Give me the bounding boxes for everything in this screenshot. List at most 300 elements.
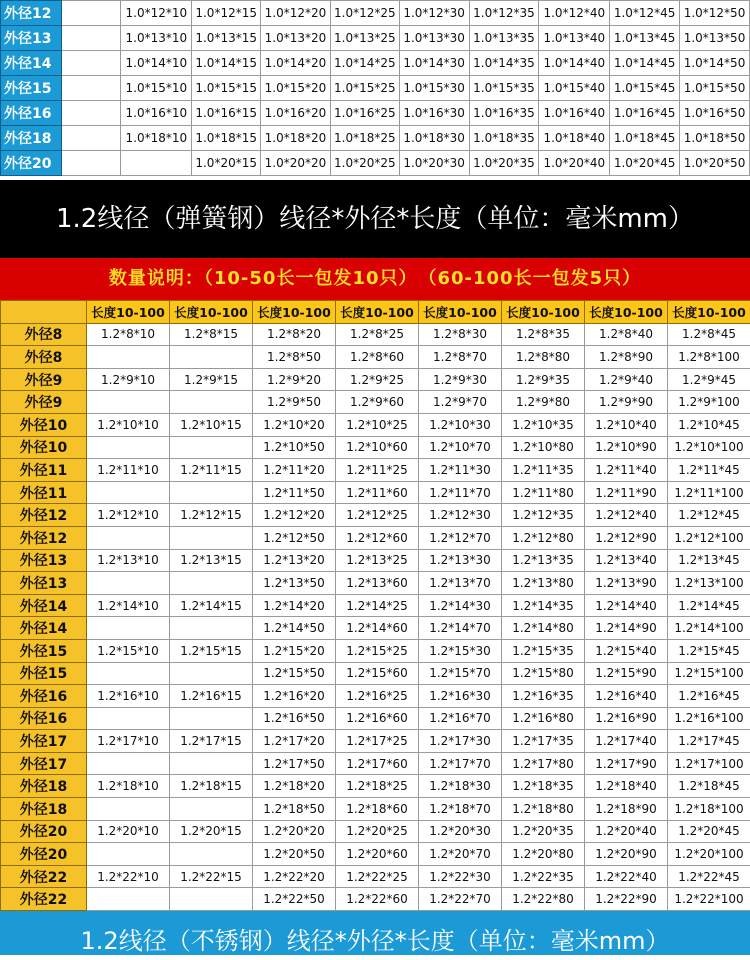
table-cell: 1.2*20*70 bbox=[419, 843, 502, 866]
table-cell: 1.0*18*30 bbox=[399, 126, 469, 151]
table-cell: 1.0*15*50 bbox=[680, 76, 750, 101]
table-cell: 1.2*13*80 bbox=[502, 572, 585, 595]
table-cell: 1.2*17*50 bbox=[253, 752, 336, 775]
table-cell bbox=[87, 843, 170, 866]
table-cell: 1.2*9*40 bbox=[585, 368, 668, 391]
table-cell bbox=[170, 436, 253, 459]
table-cell bbox=[170, 707, 253, 730]
table-cell: 1.2*16*40 bbox=[585, 685, 668, 708]
table-cell: 1.2*8*100 bbox=[668, 346, 750, 369]
table-cell: 1.2*13*60 bbox=[336, 572, 419, 595]
table-cell: 1.2*22*15 bbox=[170, 865, 253, 888]
row-label: 外径15 bbox=[1, 662, 87, 685]
table-cell: 1.0*13*20 bbox=[261, 26, 331, 51]
table-cell: 1.0*16*35 bbox=[469, 101, 539, 126]
table-cell: 1.0*20*20 bbox=[261, 151, 331, 176]
row-label: 外径12 bbox=[1, 526, 87, 549]
table-cell: 1.2*13*15 bbox=[170, 549, 253, 572]
table-cell: 1.0*14*50 bbox=[680, 51, 750, 76]
table-cell: 1.0*13*25 bbox=[330, 26, 399, 51]
table-cell: 1.2*12*45 bbox=[668, 504, 750, 527]
table-cell: 1.2*13*10 bbox=[87, 549, 170, 572]
quantity-note: 数量说明：（10-50长一包发10只） （60-100长一包发5只） bbox=[0, 258, 750, 300]
table-cell: 1.2*13*50 bbox=[253, 572, 336, 595]
row-label: 外径9 bbox=[1, 368, 87, 391]
table-cell: 1.2*18*15 bbox=[170, 775, 253, 798]
bottom-banner-title: 1.2线径（不锈钢）线径*外径*长度（单位：毫米mm） bbox=[0, 911, 750, 955]
table-cell: 1.2*22*20 bbox=[253, 865, 336, 888]
table-cell: 1.2*20*10 bbox=[87, 820, 170, 843]
row-label: 外径15 bbox=[1, 76, 62, 101]
table-cell bbox=[87, 572, 170, 595]
table-row bbox=[1, 888, 750, 911]
table-row bbox=[1, 391, 750, 414]
table-cell bbox=[170, 391, 253, 414]
table-cell: 1.2*12*10 bbox=[87, 504, 170, 527]
table-cell: 1.2*17*60 bbox=[336, 752, 419, 775]
header-corner-cell bbox=[1, 301, 87, 324]
table-cell: 1.2*20*90 bbox=[585, 843, 668, 866]
table-row bbox=[1, 639, 750, 662]
table-cell: 1.2*22*70 bbox=[419, 888, 502, 911]
table-cell: 1.2*15*100 bbox=[668, 662, 750, 685]
table-cell: 1.2*15*45 bbox=[668, 639, 750, 662]
table-cell: 1.2*18*60 bbox=[336, 798, 419, 821]
table-cell: 1.2*13*35 bbox=[502, 549, 585, 572]
table-cell: 1.0*15*10 bbox=[121, 76, 192, 101]
table-cell: 1.2*18*40 bbox=[585, 775, 668, 798]
table-cell: 1.2*9*35 bbox=[502, 368, 585, 391]
table-cell: 1.2*11*60 bbox=[336, 481, 419, 504]
table-cell: 1.2*12*30 bbox=[419, 504, 502, 527]
table-cell: 1.0*18*15 bbox=[192, 126, 261, 151]
column-header: 长度10-100 bbox=[419, 301, 502, 324]
table-cell bbox=[87, 752, 170, 775]
table-cell: 1.2*22*30 bbox=[419, 865, 502, 888]
table-cell: 1.2*20*80 bbox=[502, 843, 585, 866]
table-cell: 1.2*9*90 bbox=[585, 391, 668, 414]
table-cell: 1.0*18*40 bbox=[539, 126, 610, 151]
table-cell: 1.0*18*35 bbox=[469, 126, 539, 151]
row-label: 外径17 bbox=[1, 730, 87, 753]
table-cell: 1.2*17*20 bbox=[253, 730, 336, 753]
table-row bbox=[1, 594, 750, 617]
table-cell: 1.0*18*25 bbox=[330, 126, 399, 151]
table-cell: 1.0*15*30 bbox=[399, 76, 469, 101]
row-label: 外径18 bbox=[1, 798, 87, 821]
table-row bbox=[1, 76, 750, 101]
table-cell: 1.2*8*40 bbox=[585, 323, 668, 346]
table-row bbox=[1, 126, 750, 151]
table-cell: 1.2*9*20 bbox=[253, 368, 336, 391]
table-cell: 1.2*12*70 bbox=[419, 526, 502, 549]
table-cell: 1.2*15*20 bbox=[253, 639, 336, 662]
table-cell: 1.0*16*15 bbox=[192, 101, 261, 126]
main-table-header-row bbox=[1, 301, 750, 324]
table-cell: 1.2*12*50 bbox=[253, 526, 336, 549]
table-cell: 1.2*14*70 bbox=[419, 617, 502, 640]
table-cell: 1.0*12*40 bbox=[539, 1, 610, 26]
table-cell: 1.2*9*80 bbox=[502, 391, 585, 414]
table-cell bbox=[170, 617, 253, 640]
table-cell: 1.2*8*50 bbox=[253, 346, 336, 369]
table-cell: 1.2*12*80 bbox=[502, 526, 585, 549]
table-cell: 1.2*14*45 bbox=[668, 594, 750, 617]
table-cell: 1.2*16*100 bbox=[668, 707, 750, 730]
row-label: 外径22 bbox=[1, 888, 87, 911]
table-cell: 1.2*18*20 bbox=[253, 775, 336, 798]
table-cell: 1.0*16*25 bbox=[330, 101, 399, 126]
table-cell: 1.2*15*80 bbox=[502, 662, 585, 685]
table-row bbox=[1, 323, 750, 346]
table-cell: 1.2*17*15 bbox=[170, 730, 253, 753]
main-spec-table bbox=[0, 300, 750, 911]
row-label: 外径16 bbox=[1, 707, 87, 730]
table-cell: 1.2*9*50 bbox=[253, 391, 336, 414]
table-cell: 1.0*14*35 bbox=[469, 51, 539, 76]
table-cell: 1.0*12*20 bbox=[261, 1, 331, 26]
table-row bbox=[1, 549, 750, 572]
table-cell: 1.2*22*90 bbox=[585, 888, 668, 911]
table-cell bbox=[170, 752, 253, 775]
table-cell: 1.2*17*45 bbox=[668, 730, 750, 753]
table-row bbox=[1, 843, 750, 866]
table-cell: 1.2*9*45 bbox=[668, 368, 750, 391]
row-label: 外径13 bbox=[1, 572, 87, 595]
table-cell: 1.2*8*10 bbox=[87, 323, 170, 346]
table-cell: 1.2*13*90 bbox=[585, 572, 668, 595]
table-cell: 1.2*22*60 bbox=[336, 888, 419, 911]
table-cell: 1.2*12*100 bbox=[668, 526, 750, 549]
table-cell bbox=[61, 126, 121, 151]
table-row bbox=[1, 775, 750, 798]
table-cell bbox=[87, 481, 170, 504]
row-label: 外径13 bbox=[1, 549, 87, 572]
table-cell: 1.2*17*25 bbox=[336, 730, 419, 753]
table-cell bbox=[61, 1, 121, 26]
table-cell: 1.0*20*50 bbox=[680, 151, 750, 176]
column-header: 长度10-100 bbox=[170, 301, 253, 324]
table-cell: 1.2*13*70 bbox=[419, 572, 502, 595]
table-cell bbox=[87, 617, 170, 640]
table-cell: 1.2*14*15 bbox=[170, 594, 253, 617]
table-cell: 1.2*11*35 bbox=[502, 459, 585, 482]
table-cell: 1.2*20*40 bbox=[585, 820, 668, 843]
main-table-body bbox=[1, 323, 750, 910]
table-row bbox=[1, 526, 750, 549]
table-cell: 1.2*9*15 bbox=[170, 368, 253, 391]
table-cell: 1.2*11*25 bbox=[336, 459, 419, 482]
table-row bbox=[1, 151, 750, 176]
row-label: 外径10 bbox=[1, 436, 87, 459]
table-cell bbox=[170, 526, 253, 549]
table-cell bbox=[87, 436, 170, 459]
table-row bbox=[1, 707, 750, 730]
table-cell: 1.2*22*40 bbox=[585, 865, 668, 888]
table-cell: 1.2*10*45 bbox=[668, 413, 750, 436]
table-cell: 1.2*10*20 bbox=[253, 413, 336, 436]
table-cell: 1.0*14*10 bbox=[121, 51, 192, 76]
table-cell: 1.2*11*30 bbox=[419, 459, 502, 482]
top-table-body bbox=[1, 1, 750, 176]
table-cell: 1.2*14*100 bbox=[668, 617, 750, 640]
table-cell: 1.2*14*25 bbox=[336, 594, 419, 617]
row-label: 外径22 bbox=[1, 865, 87, 888]
table-cell: 1.2*15*30 bbox=[419, 639, 502, 662]
table-cell: 1.2*17*80 bbox=[502, 752, 585, 775]
table-cell: 1.2*14*10 bbox=[87, 594, 170, 617]
table-cell: 1.2*18*50 bbox=[253, 798, 336, 821]
row-label: 外径17 bbox=[1, 752, 87, 775]
table-cell bbox=[61, 101, 121, 126]
table-row bbox=[1, 685, 750, 708]
table-cell bbox=[87, 526, 170, 549]
table-cell: 1.2*11*100 bbox=[668, 481, 750, 504]
table-cell: 1.2*10*60 bbox=[336, 436, 419, 459]
table-cell bbox=[87, 707, 170, 730]
table-cell: 1.2*20*50 bbox=[253, 843, 336, 866]
table-cell bbox=[170, 798, 253, 821]
table-cell: 1.2*8*45 bbox=[668, 323, 750, 346]
table-row bbox=[1, 752, 750, 775]
table-cell: 1.2*17*10 bbox=[87, 730, 170, 753]
table-cell: 1.2*20*60 bbox=[336, 843, 419, 866]
table-cell: 1.0*12*50 bbox=[680, 1, 750, 26]
table-row bbox=[1, 1, 750, 26]
table-cell: 1.2*10*50 bbox=[253, 436, 336, 459]
table-row bbox=[1, 865, 750, 888]
table-cell bbox=[170, 346, 253, 369]
table-cell: 1.0*15*15 bbox=[192, 76, 261, 101]
table-cell: 1.2*10*25 bbox=[336, 413, 419, 436]
table-cell: 1.2*18*30 bbox=[419, 775, 502, 798]
table-cell: 1.0*16*20 bbox=[261, 101, 331, 126]
table-cell: 1.2*18*35 bbox=[502, 775, 585, 798]
top-spec-table bbox=[0, 0, 750, 176]
table-cell: 1.2*16*70 bbox=[419, 707, 502, 730]
table-cell: 1.0*12*15 bbox=[192, 1, 261, 26]
table-cell: 1.0*13*15 bbox=[192, 26, 261, 51]
table-cell: 1.2*13*25 bbox=[336, 549, 419, 572]
table-cell bbox=[170, 843, 253, 866]
table-cell: 1.2*20*25 bbox=[336, 820, 419, 843]
table-cell: 1.2*9*10 bbox=[87, 368, 170, 391]
table-cell: 1.2*9*100 bbox=[668, 391, 750, 414]
table-cell: 1.2*11*45 bbox=[668, 459, 750, 482]
table-row bbox=[1, 436, 750, 459]
table-cell: 1.0*16*40 bbox=[539, 101, 610, 126]
row-label: 外径8 bbox=[1, 346, 87, 369]
row-label: 外径18 bbox=[1, 126, 62, 151]
table-cell: 1.2*8*70 bbox=[419, 346, 502, 369]
table-cell: 1.2*13*100 bbox=[668, 572, 750, 595]
table-cell: 1.2*8*15 bbox=[170, 323, 253, 346]
table-cell: 1.2*12*40 bbox=[585, 504, 668, 527]
table-cell bbox=[87, 346, 170, 369]
table-cell: 1.2*20*15 bbox=[170, 820, 253, 843]
table-cell bbox=[170, 481, 253, 504]
table-cell: 1.2*17*100 bbox=[668, 752, 750, 775]
column-header: 长度10-100 bbox=[585, 301, 668, 324]
table-cell: 1.0*18*50 bbox=[680, 126, 750, 151]
table-row bbox=[1, 51, 750, 76]
table-cell: 1.2*14*20 bbox=[253, 594, 336, 617]
table-row bbox=[1, 101, 750, 126]
table-cell: 1.0*15*35 bbox=[469, 76, 539, 101]
table-cell: 1.2*20*100 bbox=[668, 843, 750, 866]
table-cell: 1.2*16*80 bbox=[502, 707, 585, 730]
table-cell: 1.2*15*15 bbox=[170, 639, 253, 662]
table-cell: 1.2*22*45 bbox=[668, 865, 750, 888]
table-cell bbox=[61, 151, 121, 176]
table-cell: 1.2*16*45 bbox=[668, 685, 750, 708]
table-cell: 1.2*14*35 bbox=[502, 594, 585, 617]
table-cell: 1.0*13*40 bbox=[539, 26, 610, 51]
table-cell: 1.2*10*100 bbox=[668, 436, 750, 459]
table-cell: 1.0*13*45 bbox=[610, 26, 680, 51]
table-cell: 1.0*20*45 bbox=[610, 151, 680, 176]
row-label: 外径16 bbox=[1, 685, 87, 708]
table-cell: 1.2*8*60 bbox=[336, 346, 419, 369]
table-cell: 1.2*9*70 bbox=[419, 391, 502, 414]
table-cell: 1.0*16*30 bbox=[399, 101, 469, 126]
table-cell: 1.0*16*45 bbox=[610, 101, 680, 126]
row-label: 外径11 bbox=[1, 459, 87, 482]
table-cell: 1.2*17*70 bbox=[419, 752, 502, 775]
table-cell: 1.2*16*60 bbox=[336, 707, 419, 730]
column-header: 长度10-100 bbox=[336, 301, 419, 324]
table-cell: 1.0*14*30 bbox=[399, 51, 469, 76]
table-cell bbox=[61, 26, 121, 51]
table-cell: 1.2*12*35 bbox=[502, 504, 585, 527]
table-cell: 1.2*15*35 bbox=[502, 639, 585, 662]
table-cell: 1.2*11*40 bbox=[585, 459, 668, 482]
table-cell: 1.2*11*50 bbox=[253, 481, 336, 504]
table-cell bbox=[87, 798, 170, 821]
table-cell: 1.0*12*10 bbox=[121, 1, 192, 26]
table-cell: 1.2*10*90 bbox=[585, 436, 668, 459]
table-row bbox=[1, 481, 750, 504]
table-cell: 1.0*15*20 bbox=[261, 76, 331, 101]
table-cell: 1.2*13*40 bbox=[585, 549, 668, 572]
row-label: 外径20 bbox=[1, 843, 87, 866]
table-cell: 1.0*12*25 bbox=[330, 1, 399, 26]
table-row bbox=[1, 413, 750, 436]
banner-title: 1.2线径（弹簧钢）线径*外径*长度（单位：毫米mm） bbox=[0, 180, 750, 258]
table-cell: 1.0*15*45 bbox=[610, 76, 680, 101]
table-cell: 1.2*12*15 bbox=[170, 504, 253, 527]
table-cell: 1.2*17*30 bbox=[419, 730, 502, 753]
table-cell: 1.2*14*80 bbox=[502, 617, 585, 640]
table-cell: 1.2*12*90 bbox=[585, 526, 668, 549]
table-cell: 1.2*11*10 bbox=[87, 459, 170, 482]
row-label: 外径11 bbox=[1, 481, 87, 504]
table-cell: 1.0*12*45 bbox=[610, 1, 680, 26]
table-cell: 1.2*15*60 bbox=[336, 662, 419, 685]
table-cell: 1.2*20*45 bbox=[668, 820, 750, 843]
table-cell: 1.0*12*35 bbox=[469, 1, 539, 26]
row-label: 外径13 bbox=[1, 26, 62, 51]
table-cell: 1.0*15*40 bbox=[539, 76, 610, 101]
table-row bbox=[1, 504, 750, 527]
table-cell: 1.2*13*20 bbox=[253, 549, 336, 572]
row-label: 外径12 bbox=[1, 1, 62, 26]
table-cell: 1.2*11*15 bbox=[170, 459, 253, 482]
table-cell: 1.2*22*10 bbox=[87, 865, 170, 888]
table-row bbox=[1, 368, 750, 391]
table-cell: 1.2*11*70 bbox=[419, 481, 502, 504]
row-label: 外径9 bbox=[1, 391, 87, 414]
table-cell: 1.0*13*30 bbox=[399, 26, 469, 51]
table-cell: 1.2*18*10 bbox=[87, 775, 170, 798]
table-cell: 1.2*10*80 bbox=[502, 436, 585, 459]
table-cell bbox=[121, 151, 192, 176]
table-cell: 1.2*22*35 bbox=[502, 865, 585, 888]
table-cell: 1.2*22*80 bbox=[502, 888, 585, 911]
table-cell: 1.0*14*15 bbox=[192, 51, 261, 76]
table-cell bbox=[170, 572, 253, 595]
table-cell bbox=[170, 662, 253, 685]
row-label: 外径20 bbox=[1, 151, 62, 176]
table-cell: 1.2*16*10 bbox=[87, 685, 170, 708]
table-cell bbox=[61, 76, 121, 101]
table-cell bbox=[87, 662, 170, 685]
column-header: 长度10-100 bbox=[87, 301, 170, 324]
table-row bbox=[1, 798, 750, 821]
table-cell: 1.2*10*10 bbox=[87, 413, 170, 436]
table-cell: 1.2*18*25 bbox=[336, 775, 419, 798]
table-cell: 1.2*16*25 bbox=[336, 685, 419, 708]
table-cell: 1.2*22*100 bbox=[668, 888, 750, 911]
table-cell: 1.0*13*35 bbox=[469, 26, 539, 51]
table-cell: 1.2*9*30 bbox=[419, 368, 502, 391]
table-cell: 1.2*15*25 bbox=[336, 639, 419, 662]
table-cell: 1.2*17*40 bbox=[585, 730, 668, 753]
table-cell: 1.2*12*20 bbox=[253, 504, 336, 527]
table-cell: 1.2*8*25 bbox=[336, 323, 419, 346]
row-label: 外径14 bbox=[1, 51, 62, 76]
table-cell: 1.2*20*35 bbox=[502, 820, 585, 843]
row-label: 外径15 bbox=[1, 639, 87, 662]
table-cell: 1.2*16*90 bbox=[585, 707, 668, 730]
table-cell: 1.0*12*30 bbox=[399, 1, 469, 26]
table-cell: 1.0*15*25 bbox=[330, 76, 399, 101]
table-cell: 1.2*14*30 bbox=[419, 594, 502, 617]
table-cell: 1.2*9*25 bbox=[336, 368, 419, 391]
row-label: 外径14 bbox=[1, 594, 87, 617]
table-row bbox=[1, 459, 750, 482]
table-cell: 1.2*13*45 bbox=[668, 549, 750, 572]
column-header: 长度10-100 bbox=[253, 301, 336, 324]
table-cell: 1.2*15*50 bbox=[253, 662, 336, 685]
table-cell: 1.2*16*15 bbox=[170, 685, 253, 708]
table-row bbox=[1, 346, 750, 369]
table-cell: 1.2*11*80 bbox=[502, 481, 585, 504]
table-cell: 1.2*8*80 bbox=[502, 346, 585, 369]
table-row bbox=[1, 572, 750, 595]
table-cell: 1.0*18*10 bbox=[121, 126, 192, 151]
table-cell: 1.0*14*25 bbox=[330, 51, 399, 76]
table-cell: 1.2*12*25 bbox=[336, 504, 419, 527]
column-header: 长度10-100 bbox=[502, 301, 585, 324]
table-cell: 1.2*12*60 bbox=[336, 526, 419, 549]
table-cell: 1.2*10*35 bbox=[502, 413, 585, 436]
table-cell: 1.2*11*90 bbox=[585, 481, 668, 504]
table-row bbox=[1, 730, 750, 753]
table-cell: 1.2*11*20 bbox=[253, 459, 336, 482]
table-cell: 1.2*22*50 bbox=[253, 888, 336, 911]
table-cell: 1.2*20*30 bbox=[419, 820, 502, 843]
